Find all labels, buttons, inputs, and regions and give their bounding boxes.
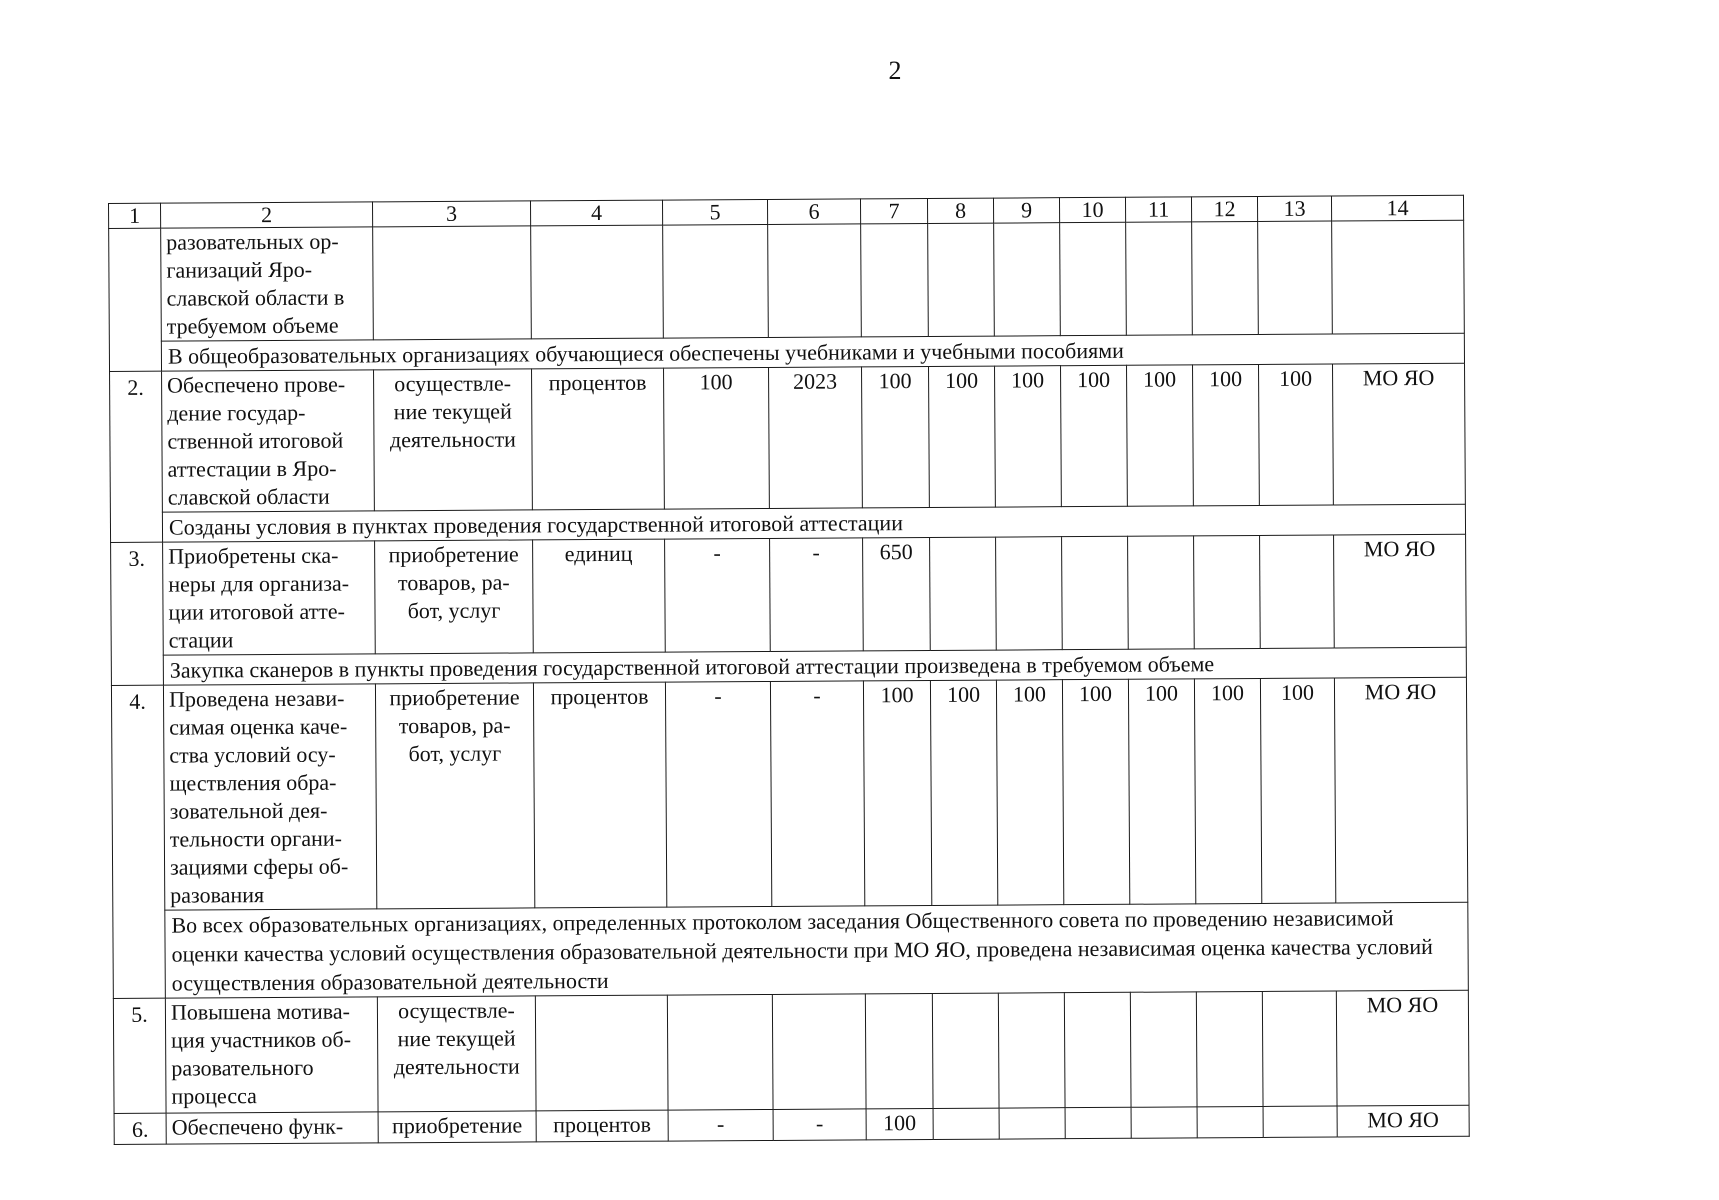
- column-header: 1: [109, 203, 161, 228]
- row-number: 5.: [113, 998, 166, 1113]
- type-cell: приобретение товаров, ра-бот, услуг: [375, 683, 534, 909]
- value-cell: [1197, 1106, 1263, 1137]
- base-value-cell: -: [665, 681, 771, 907]
- base-value-cell: -: [665, 538, 771, 652]
- table-row: [110, 363, 1466, 512]
- column-header: 12: [1191, 196, 1257, 221]
- value-cell: [1131, 1107, 1197, 1138]
- result-note: В общеобразовательных организациях обучающиеся обеспечены учебниками и учебными пособиями: [161, 333, 1464, 371]
- empty-cell: [1332, 220, 1465, 334]
- column-header: 3: [372, 201, 530, 227]
- value-cell: [1064, 992, 1131, 1107]
- empty-cell: [1258, 221, 1333, 334]
- value-cell: [865, 993, 933, 1108]
- empty-cell: [768, 224, 862, 338]
- base-year-cell: -: [770, 681, 864, 907]
- value-cell: [1065, 1107, 1131, 1138]
- unit-cell: [535, 995, 668, 1111]
- base-year-cell: 2023: [769, 367, 863, 509]
- responsible-cell: МО ЯО: [1334, 677, 1467, 903]
- table-row: [111, 677, 1467, 910]
- value-cell: [1263, 1106, 1337, 1137]
- column-header: 7: [860, 198, 927, 223]
- column-header: 11: [1125, 197, 1191, 222]
- row-number: 6.: [114, 1113, 166, 1144]
- type-cell: осуществле-ние текущей деятельности: [377, 996, 536, 1112]
- empty-cell: [928, 223, 995, 336]
- indicator-table: [108, 195, 1470, 1145]
- value-cell: 100: [930, 680, 997, 905]
- unit-cell: процентов: [532, 368, 665, 510]
- table-row: [109, 220, 1465, 341]
- value-cell: [933, 1108, 999, 1139]
- base-value-cell: [667, 994, 773, 1110]
- value-cell: 100: [995, 366, 1062, 507]
- value-cell: [998, 993, 1065, 1108]
- row-number: 3.: [111, 542, 164, 685]
- empty-cell: [373, 226, 532, 340]
- responsible-cell: МО ЯО: [1333, 363, 1466, 505]
- column-header: 2: [161, 202, 373, 228]
- page-number: 2: [888, 56, 902, 85]
- value-cell: [1130, 992, 1197, 1107]
- responsible-cell: МО ЯО: [1334, 534, 1467, 648]
- unit-cell: единиц: [533, 539, 666, 653]
- value-cell: 100: [1194, 678, 1261, 903]
- empty-cell: [861, 223, 929, 336]
- column-header: 9: [993, 198, 1059, 223]
- value-cell: 100: [1062, 679, 1129, 904]
- base-year-cell: -: [770, 538, 864, 652]
- value-cell: 100: [1127, 365, 1194, 506]
- value-cell: 100: [1259, 364, 1334, 505]
- row-number: 2.: [110, 371, 163, 542]
- empty-cell: [1192, 221, 1259, 334]
- value-cell: 100: [862, 366, 930, 507]
- value-cell: [1196, 991, 1263, 1106]
- column-header: 4: [530, 200, 662, 226]
- value-cell: [1262, 991, 1337, 1106]
- value-cell: 100: [996, 680, 1063, 905]
- type-cell: приобретение товаров, ра-бот, услуг: [375, 540, 534, 654]
- value-cell: [1194, 535, 1261, 648]
- type-cell: осуществле-ние текущей деятельности: [374, 369, 533, 511]
- result-note: Во всех образовательных организациях, определенных протоколом заседания Общественного совета по проведению независимой оценки качества условий осуществления образовательной деятельности при МО ЯО, проведена независимая оценка качества условий осуществления образовательной деятельности: [165, 902, 1469, 998]
- value-cell: [1062, 536, 1129, 649]
- empty-cell: [531, 225, 664, 339]
- value-cell: 100: [1193, 364, 1260, 505]
- responsible-cell: МО ЯО: [1337, 1105, 1469, 1137]
- description-cell: Обеспечено функ-: [166, 1112, 378, 1144]
- empty-cell: [663, 224, 769, 338]
- value-cell: [996, 537, 1063, 650]
- row-number-cell: [109, 228, 162, 371]
- value-cell: [930, 537, 997, 650]
- result-note: Созданы условия в пунктах проведения государственной итоговой аттестации: [162, 504, 1465, 542]
- description-cell: Обеспечено прове-дение государ-ственной итоговой аттестации в Яро-славской области: [162, 370, 375, 512]
- table-row: [113, 990, 1469, 1113]
- empty-cell: [1060, 222, 1127, 335]
- value-cell: [932, 993, 999, 1108]
- value-cell: [1128, 536, 1195, 649]
- value-cell: 100: [1128, 679, 1195, 904]
- column-header: 13: [1257, 196, 1331, 221]
- result-note: Закупка сканеров в пункты проведения государственной итоговой аттестации произведена в требуемом объеме: [163, 647, 1466, 685]
- value-cell: [999, 1108, 1065, 1139]
- description-cell: Приобретены ска-неры для организа-ции итоговой атте-стации: [163, 541, 376, 655]
- base-year-cell: [772, 994, 866, 1110]
- value-cell: 650: [863, 537, 931, 650]
- unit-cell: процентов: [533, 682, 666, 908]
- description-cell: Проведена незави-симая оценка каче-ства условий осу-ществления обра-зовательной дея-тельности органи-зациями сферы об-разования: [163, 684, 376, 910]
- base-value-cell: 100: [664, 367, 770, 509]
- row-number: 4.: [111, 685, 165, 998]
- value-cell: 100: [1260, 678, 1335, 903]
- base-value-cell: -: [668, 1109, 773, 1141]
- base-year-cell: -: [773, 1109, 866, 1141]
- column-header: 6: [767, 199, 860, 225]
- type-cell: приобретение: [378, 1111, 536, 1143]
- column-header: 8: [927, 198, 993, 223]
- column-header: 10: [1059, 197, 1125, 222]
- empty-cell: [994, 223, 1061, 336]
- empty-cell: [1126, 222, 1193, 335]
- column-header: 14: [1331, 195, 1463, 221]
- column-header: 5: [662, 199, 767, 225]
- description-cell: Повышена мотива-ция участников об-разовательного процесса: [165, 997, 378, 1113]
- value-cell: 100: [863, 680, 931, 905]
- value-cell: [1260, 535, 1335, 648]
- value-cell: 100: [929, 366, 996, 507]
- description-cell: разовательных ор-ганизаций Яро-славской области в требуемом объеме: [161, 227, 374, 341]
- table-row: [111, 534, 1467, 655]
- value-cell: 100: [1061, 365, 1128, 506]
- unit-cell: процентов: [536, 1110, 668, 1142]
- responsible-cell: МО ЯО: [1336, 990, 1469, 1106]
- note-row: [113, 902, 1469, 998]
- value-cell: 100: [866, 1108, 933, 1139]
